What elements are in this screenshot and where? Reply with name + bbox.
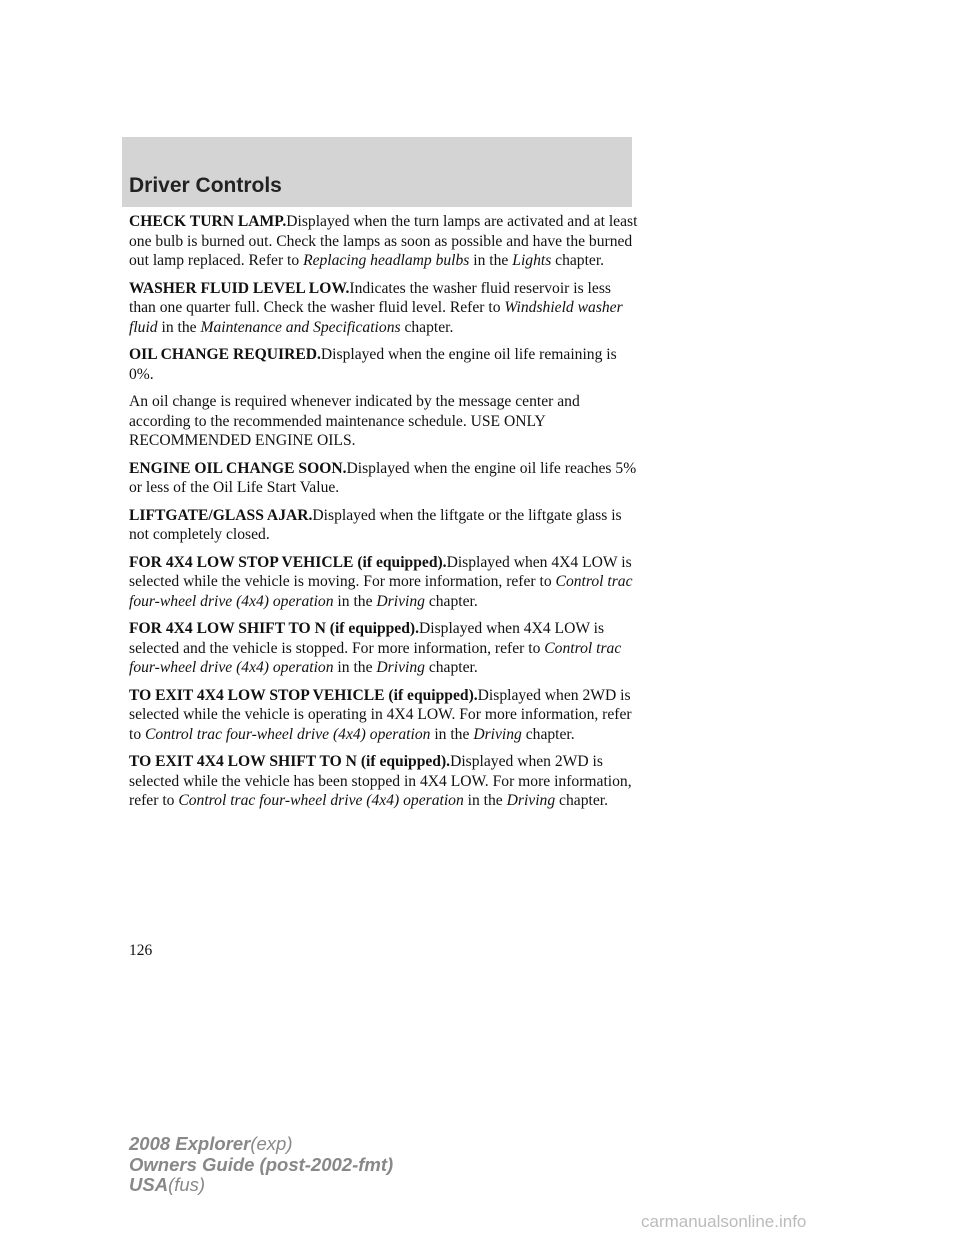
watermark-link[interactable]: carmanualsonline.info xyxy=(641,1212,807,1231)
message-text: An oil change is required whenever indicated by the message center and according to the recommended maintenance schedule. USE ONLY RECOMMENDED ENGINE OILS. xyxy=(129,393,580,449)
footer-line-2: Owners Guide (post-2002-fmt) xyxy=(129,1153,394,1175)
message-text: in the xyxy=(157,318,201,336)
message-term: OIL CHANGE REQUIRED. xyxy=(129,346,321,363)
message-text: chapter. xyxy=(424,592,478,610)
message-term: TO EXIT 4X4 LOW STOP VEHICLE (if equipped). xyxy=(129,686,478,704)
cross-reference: Control trac four-wheel drive (4x4) operation xyxy=(178,792,464,809)
message-text: Displayed when the engine oil life reaches 5% or less of the Oil Life Start Value. xyxy=(129,459,637,496)
cross-reference: Lights xyxy=(512,252,552,269)
message-text: in the xyxy=(430,725,474,743)
message-text: in the xyxy=(333,592,377,610)
cross-reference: Control trac four-wheel drive (4x4) operation xyxy=(129,639,622,676)
footer-market-code: (fus) xyxy=(168,1174,206,1195)
footer-model-code: (exp) xyxy=(250,1133,293,1154)
cross-reference: Driving xyxy=(376,592,425,610)
cross-reference: Driving xyxy=(506,792,556,809)
message-text: Indicates the washer fluid reservoir is less than one quarter full. Check the washer fluid level. Refer to xyxy=(129,279,611,316)
message-term: FOR 4X4 LOW SHIFT TO N (if equipped). xyxy=(129,620,419,637)
cross-reference: Replacing headlamp bulbs xyxy=(303,252,470,269)
cross-reference: Control trac four-wheel drive (4x4) operation xyxy=(145,725,431,743)
footer-line-3 xyxy=(129,1175,393,1196)
message-term: TO EXIT 4X4 LOW SHIFT TO N (if equipped). xyxy=(129,753,451,770)
message-entry xyxy=(129,686,639,745)
message-term: CHECK TURN LAMP. xyxy=(129,213,287,230)
message-text: chapter. xyxy=(521,725,575,743)
cross-reference: Driving xyxy=(376,659,425,676)
message-term: ENGINE OIL CHANGE SOON. xyxy=(129,459,347,477)
message-entry xyxy=(129,506,639,545)
message-term: LIFTGATE/GLASS AJAR. xyxy=(129,506,313,524)
content-body xyxy=(129,212,639,819)
message-text: Displayed when 4X4 LOW is selected while the vehicle is moving. For more information, refer to xyxy=(129,553,632,590)
footer xyxy=(129,1134,393,1196)
message-text: Displayed when 2WD is selected while the vehicle has been stopped in 4X4 LOW. For more information, refer to xyxy=(129,753,632,809)
footer-market: USA xyxy=(129,1174,169,1195)
message-entry xyxy=(129,553,639,612)
message-term: WASHER FLUID LEVEL LOW. xyxy=(129,279,350,297)
message-text: Displayed when 4X4 LOW is selected and the vehicle is stopped. For more information, refer to xyxy=(129,620,605,657)
message-text: Displayed when 2WD is selected while the vehicle is operating in 4X4 LOW. For more information, refer to xyxy=(129,686,632,743)
page-title: Driver Controls xyxy=(129,174,282,197)
message-entry xyxy=(129,345,639,384)
message-entry xyxy=(129,212,639,271)
page-number: 126 xyxy=(129,942,153,959)
cross-reference: Maintenance and Specifications xyxy=(200,318,401,336)
message-text: chapter. xyxy=(424,659,478,676)
message-text: chapter. xyxy=(555,792,608,809)
footer-model: 2008 Explorer xyxy=(129,1133,251,1154)
message-text: in the xyxy=(333,659,377,676)
cross-reference: Control trac four-wheel drive (4x4) operation xyxy=(129,573,633,610)
message-text: Displayed when the liftgate or the liftgate glass is not completely closed. xyxy=(129,506,622,543)
cross-reference: Windshield washer fluid xyxy=(129,299,623,336)
message-entry xyxy=(129,459,639,498)
message-entry xyxy=(129,752,639,811)
message-text: Displayed when the turn lamps are activated and at least one bulb is burned out. Check the lamps as soon as possible and have the burned out lamp replaced. Refer to xyxy=(129,213,638,269)
message-entry xyxy=(129,619,639,678)
message-term: FOR 4X4 LOW STOP VEHICLE (if equipped). xyxy=(129,553,447,571)
message-text: chapter. xyxy=(400,318,454,336)
message-text: in the xyxy=(469,252,513,269)
message-entry xyxy=(129,279,639,338)
message-text: in the xyxy=(463,792,507,809)
footer-line-1 xyxy=(129,1134,393,1155)
message-text: chapter. xyxy=(551,252,605,269)
message-text: Displayed when the engine oil life remaining is 0%. xyxy=(129,346,617,383)
message-entry xyxy=(129,392,639,451)
cross-reference: Driving xyxy=(473,725,522,743)
